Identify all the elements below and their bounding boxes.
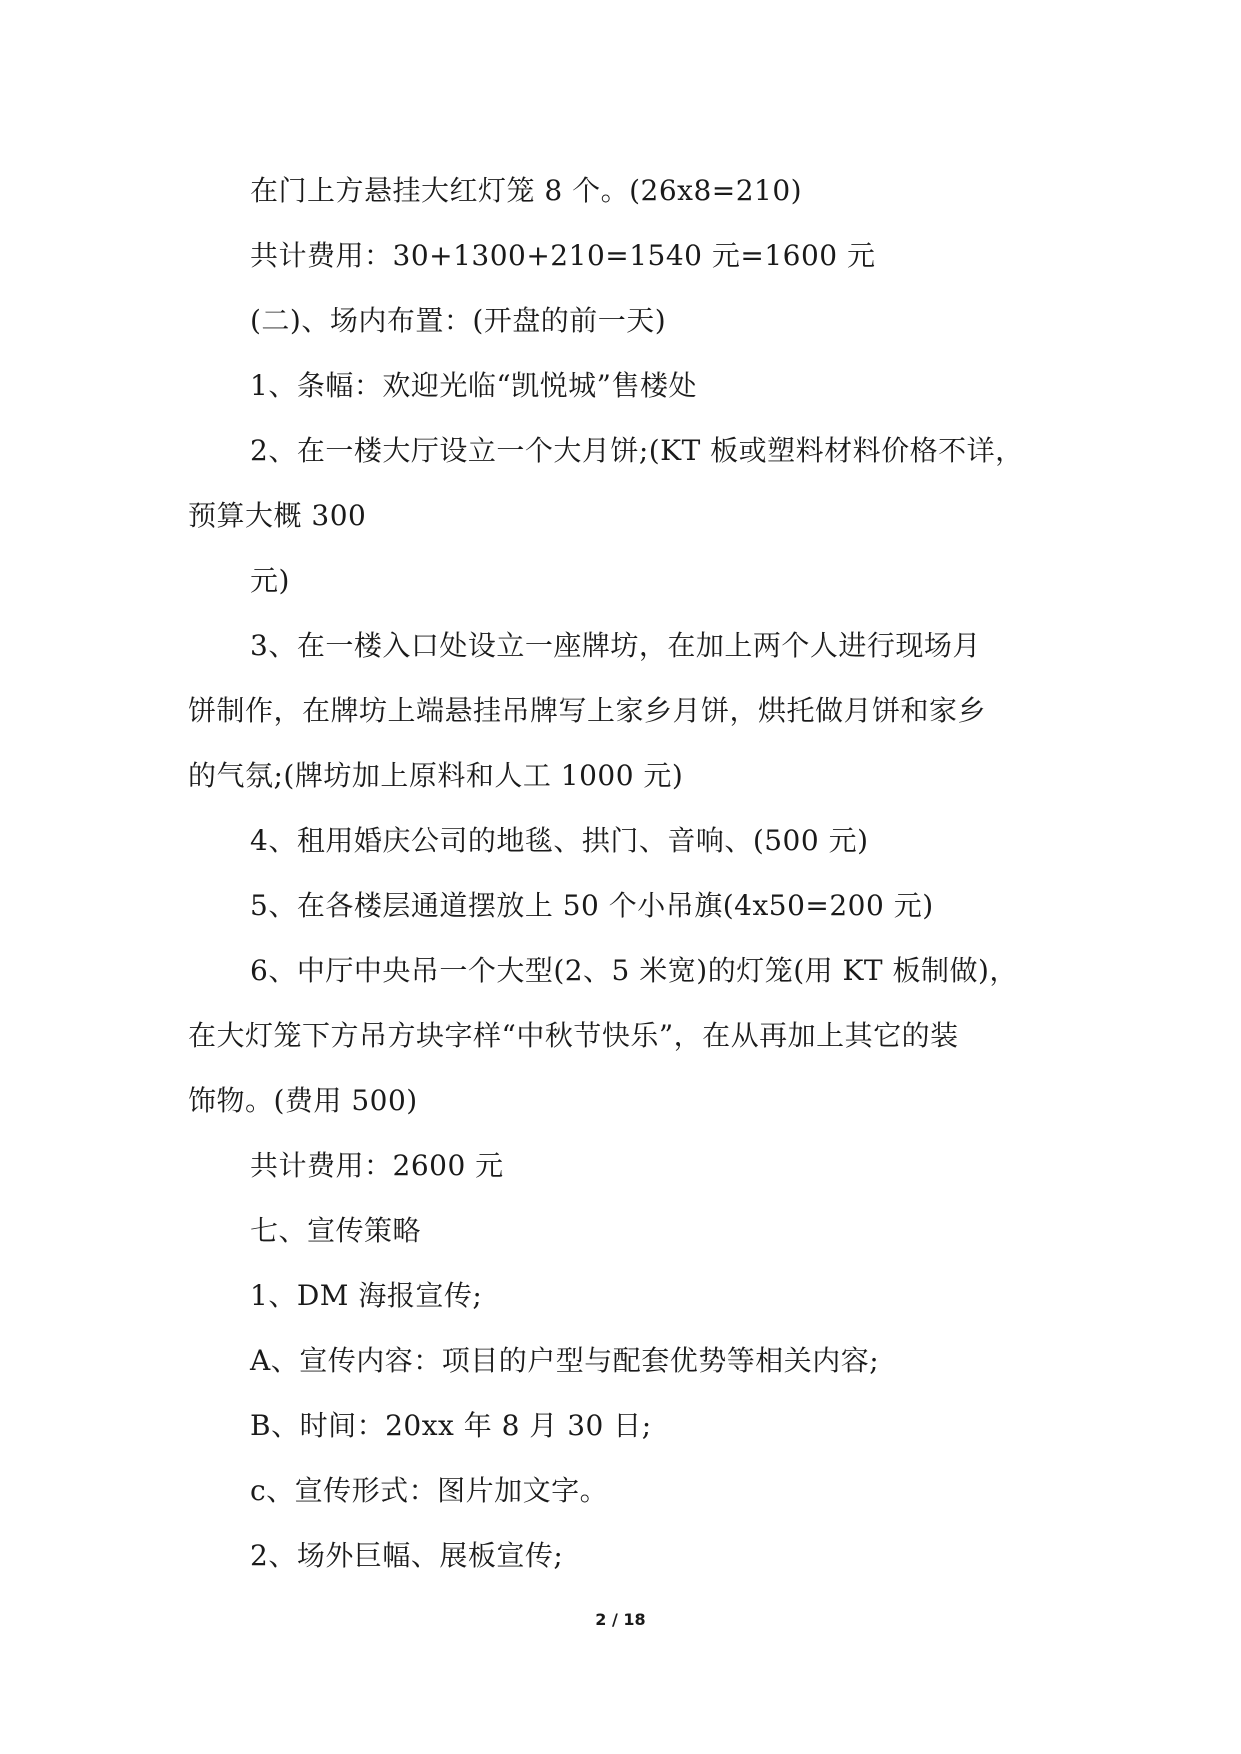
text-line: B、时间：20xx 年 8 月 30 日; bbox=[250, 1409, 652, 1442]
text-line: 5、在各楼层通道摆放上 50 个小吊旗(4x50=200 元) bbox=[250, 889, 934, 922]
text-line: 元) bbox=[250, 564, 290, 597]
text-line: 预算大概 300 bbox=[188, 499, 367, 532]
text-line: (二)、场内布置：(开盘的前一天) bbox=[250, 304, 667, 337]
text-line: 在大灯笼下方吊方块字样“中秋节快乐”，在从再加上其它的装 bbox=[188, 1019, 959, 1052]
page-number: 2 / 18 bbox=[595, 1610, 646, 1629]
section-heading: 七、宣传策略 bbox=[250, 1214, 422, 1247]
text-line: 1、条幅：欢迎光临“凯悦城”售楼处 bbox=[250, 369, 697, 402]
text-line: 1、DM 海报宣传; bbox=[250, 1279, 483, 1312]
text-line: 6、中厅中央吊一个大型(2、5 米宽)的灯笼(用 KT 板制做)， bbox=[250, 954, 1018, 987]
text-line: 4、租用婚庆公司的地毯、拱门、音响、(500 元) bbox=[250, 824, 869, 857]
text-line: 2、场外巨幅、展板宣传; bbox=[250, 1539, 564, 1572]
text-line: 在门上方悬挂大红灯笼 8 个。(26x8=210) bbox=[250, 174, 803, 207]
text-line: 3、在一楼入口处设立一座牌坊，在加上两个人进行现场月 bbox=[250, 629, 981, 662]
text-line: 饼制作，在牌坊上端悬挂吊牌写上家乡月饼，烘托做月饼和家乡 bbox=[188, 694, 987, 727]
text-line: A、宣传内容：项目的户型与配套优势等相关内容; bbox=[250, 1344, 880, 1377]
text-line: c、宣传形式：图片加文字。 bbox=[250, 1474, 609, 1507]
text-line: 饰物。(费用 500) bbox=[188, 1084, 418, 1117]
text-line: 共计费用：30+1300+210=1540 元=1600 元 bbox=[250, 239, 876, 272]
text-line: 共计费用：2600 元 bbox=[250, 1149, 504, 1182]
text-line: 2、在一楼大厅设立一个大月饼;(KT 板或塑料材料价格不详， bbox=[250, 434, 1024, 467]
text-line: 的气氛;(牌坊加上原料和人工 1000 元) bbox=[188, 759, 684, 792]
document-body bbox=[188, 158, 1068, 1588]
